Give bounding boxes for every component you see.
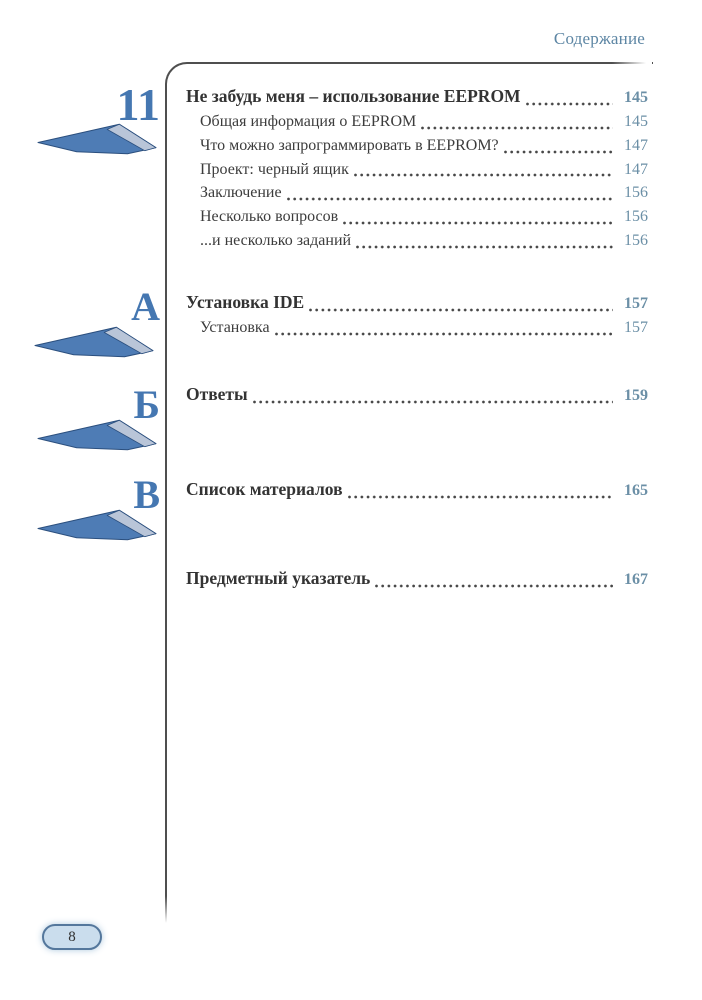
toc-entry bbox=[186, 316, 648, 340]
toc-entry-title: Проект: черный ящик bbox=[200, 160, 349, 178]
toc-entry-title: Что можно запрограммировать в EEPROM? bbox=[200, 136, 499, 154]
dot-leader bbox=[504, 147, 613, 155]
toc-entry-title: ...и несколько заданий bbox=[200, 231, 352, 249]
toc-entry-title: Установка IDE bbox=[186, 291, 305, 312]
chapter-swoosh-icon bbox=[33, 324, 157, 361]
frame-left-fade bbox=[163, 896, 169, 926]
toc-entry bbox=[186, 158, 648, 182]
dot-leader bbox=[375, 581, 613, 589]
toc-entry-title: Список материалов bbox=[186, 478, 343, 499]
toc-entry-page: 147 bbox=[624, 136, 648, 154]
toc-entry bbox=[186, 477, 648, 503]
toc-entry-title: Несколько вопросов bbox=[200, 208, 339, 226]
toc-entry-page: 156 bbox=[624, 231, 648, 249]
appendix-marker-a: А bbox=[131, 284, 160, 329]
dot-leader bbox=[348, 492, 613, 500]
chapter-swoosh-icon bbox=[36, 121, 160, 158]
toc-entry-page: 165 bbox=[624, 481, 648, 499]
toc-entry-page: 167 bbox=[624, 570, 648, 588]
dot-leader bbox=[287, 194, 613, 202]
toc-entry-page: 145 bbox=[624, 113, 648, 130]
chapter-swoosh-icon bbox=[36, 417, 160, 454]
toc-entry bbox=[186, 290, 648, 316]
appendix-marker-v: В bbox=[133, 472, 160, 517]
appendix-marker-b: Б bbox=[133, 382, 160, 427]
dot-leader bbox=[343, 218, 613, 226]
toc-entry bbox=[186, 205, 648, 229]
frame-top-fade bbox=[612, 60, 652, 66]
dot-leader bbox=[253, 397, 613, 405]
dot-leader bbox=[309, 305, 613, 313]
page-header-title: Содержание bbox=[553, 29, 645, 48]
toc-entry bbox=[186, 229, 648, 253]
toc-entry-page: 156 bbox=[624, 208, 648, 226]
toc-entry bbox=[186, 110, 648, 134]
toc-entry-page: 147 bbox=[624, 160, 648, 178]
chapter-swoosh-icon bbox=[36, 507, 160, 544]
toc-entry-title: Общая информация о EEPROM bbox=[200, 113, 417, 130]
page-number-badge bbox=[42, 924, 102, 950]
dot-leader bbox=[275, 329, 613, 337]
toc-entry bbox=[186, 566, 648, 592]
toc-entry-page: 159 bbox=[624, 386, 648, 404]
dot-leader bbox=[421, 123, 613, 131]
toc-entry bbox=[186, 181, 648, 205]
toc-entry-title: Предметный указатель bbox=[186, 567, 371, 588]
toc-entry-title: Установка bbox=[200, 318, 270, 336]
toc-entry-page: 145 bbox=[624, 89, 648, 106]
dot-leader bbox=[526, 99, 613, 107]
chapter-marker-11: 11 bbox=[116, 79, 160, 130]
toc-entry-page: 157 bbox=[624, 294, 648, 312]
dot-leader bbox=[356, 242, 613, 250]
toc-entry-title: Заключение bbox=[200, 184, 282, 202]
page-number: 8 bbox=[68, 928, 76, 945]
toc-entry-page: 157 bbox=[624, 318, 648, 336]
toc-entry bbox=[186, 84, 648, 110]
toc-entry bbox=[186, 134, 648, 158]
table-of-contents bbox=[186, 84, 648, 592]
toc-entry-page: 156 bbox=[624, 184, 648, 202]
toc-entry-title: Не забудь меня – использование EEPROM bbox=[186, 86, 521, 106]
toc-entry-title: Ответы bbox=[186, 383, 248, 404]
dot-leader bbox=[354, 170, 613, 178]
toc-entry bbox=[186, 382, 648, 408]
